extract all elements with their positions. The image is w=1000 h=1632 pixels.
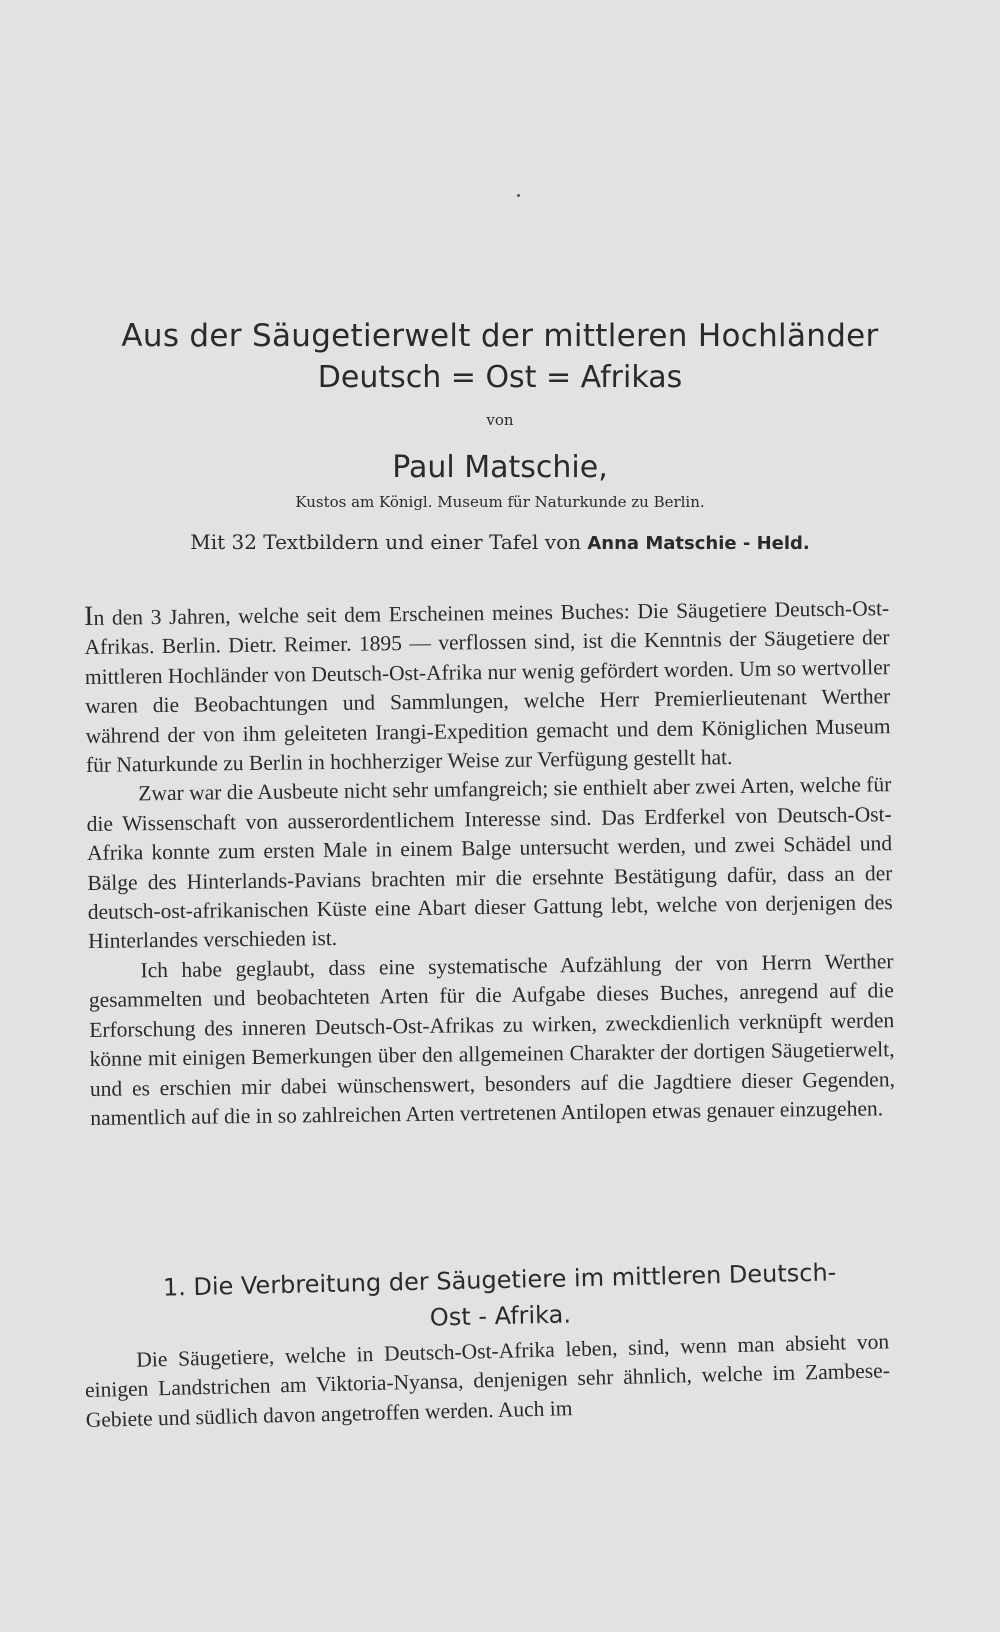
article-title-line-2: Deutsch = Ost = Afrikas [317,360,683,395]
byline-von: von [486,411,514,429]
paragraph: Die Säugetiere, welche in Deutsch-Ost-Afrika leben, sind, wenn man absieht von einigen Landstrichen am Viktoria-Nyansa, denjenigen sehr ähnlich, welche im Zambese-Gebiete und südlich davon angetroffen werden. Auch im [84,1329,891,1432]
section-heading-line-1: 1. Die Verbreitung der Säugetiere im mittleren Deutsch- [162,1258,837,1302]
paragraph: Ich habe geglaubt, dass eine systematische Aufzählung der von Herrn Werther gesammelten und beobachteten Arten für die Aufgabe dieses Buches, anregend auf die Erforschung des inneren Deutsch-Ost-Afrikas zu wirken, zweckdienlich verknüpft werden könne mit einigen Bemerkungen über den allgemeinen Charakter der dortigen Säugetierwelt, und es erschien mir dabei wünschenswert, besonders auf die Jagdtiere dieser Gegenden, namentlich auf die in so zahlreichen Arten vertretenen Antilopen etwas genauer einzugehen. [88,949,896,1130]
article-title-line-1: Aus der Säugetierwelt der mittleren Hochländer [121,318,879,354]
illustration-note [0,530,1000,554]
illustrator-name: Anna Matschie - Held. [587,533,810,554]
section-heading-line-2: Ost - Afrika. [429,1300,572,1332]
intro-text [84,592,895,1133]
author-affiliation: Kustos am Königl. Museum für Naturkunde zu Berlin. [295,493,705,511]
author-name: Paul Matschie, [392,450,608,485]
paragraph: In den 3 Jahren, welche seit dem Erscheinen meines Buches: Die Säugetiere Deutsch-Ost-Afrikas. Berlin. Dietr. Reimer. 1895 — verflossen sind, ist die Kenntnis der Säugetiere der mittleren Hochländer von Deutsch-Ost-Afrika nur wenig gefördert worden. Um so wertvoller waren die Beobachtungen und Sammlungen, welche Herr Premierlieutenant Werther während der von ihm geleiteten Irangi-Expedition gemacht und dem Königlichen Museum für Naturkunde zu Berlin in hochherziger Weise zur Verfügung gestellt hat. [83,596,891,778]
illustration-note-text: Mit 32 Textbildern und einer Tafel von [190,530,581,554]
paragraph: Zwar war die Ausbeute nicht sehr umfangreich; sie enthielt aber zwei Arten, welche für die Wissenschaft von ausserordentlichem Interesse sind. Das Erdferkel von Deutsch-Ost-Afrika konnte zum ersten Male in einem Balge untersucht werden, und zwei Schädel und Bälge des Hinterlands-Pavians brachten mir die ersehnte Bestätigung dafür, dass an der deutsch-ost-afrikanischen Küste eine Abart dieser Gattung lebt, welche von derjenigen des Hinterlandes verschieden ist. [86,772,893,954]
print-speck [517,194,520,197]
section-text [84,1327,891,1435]
